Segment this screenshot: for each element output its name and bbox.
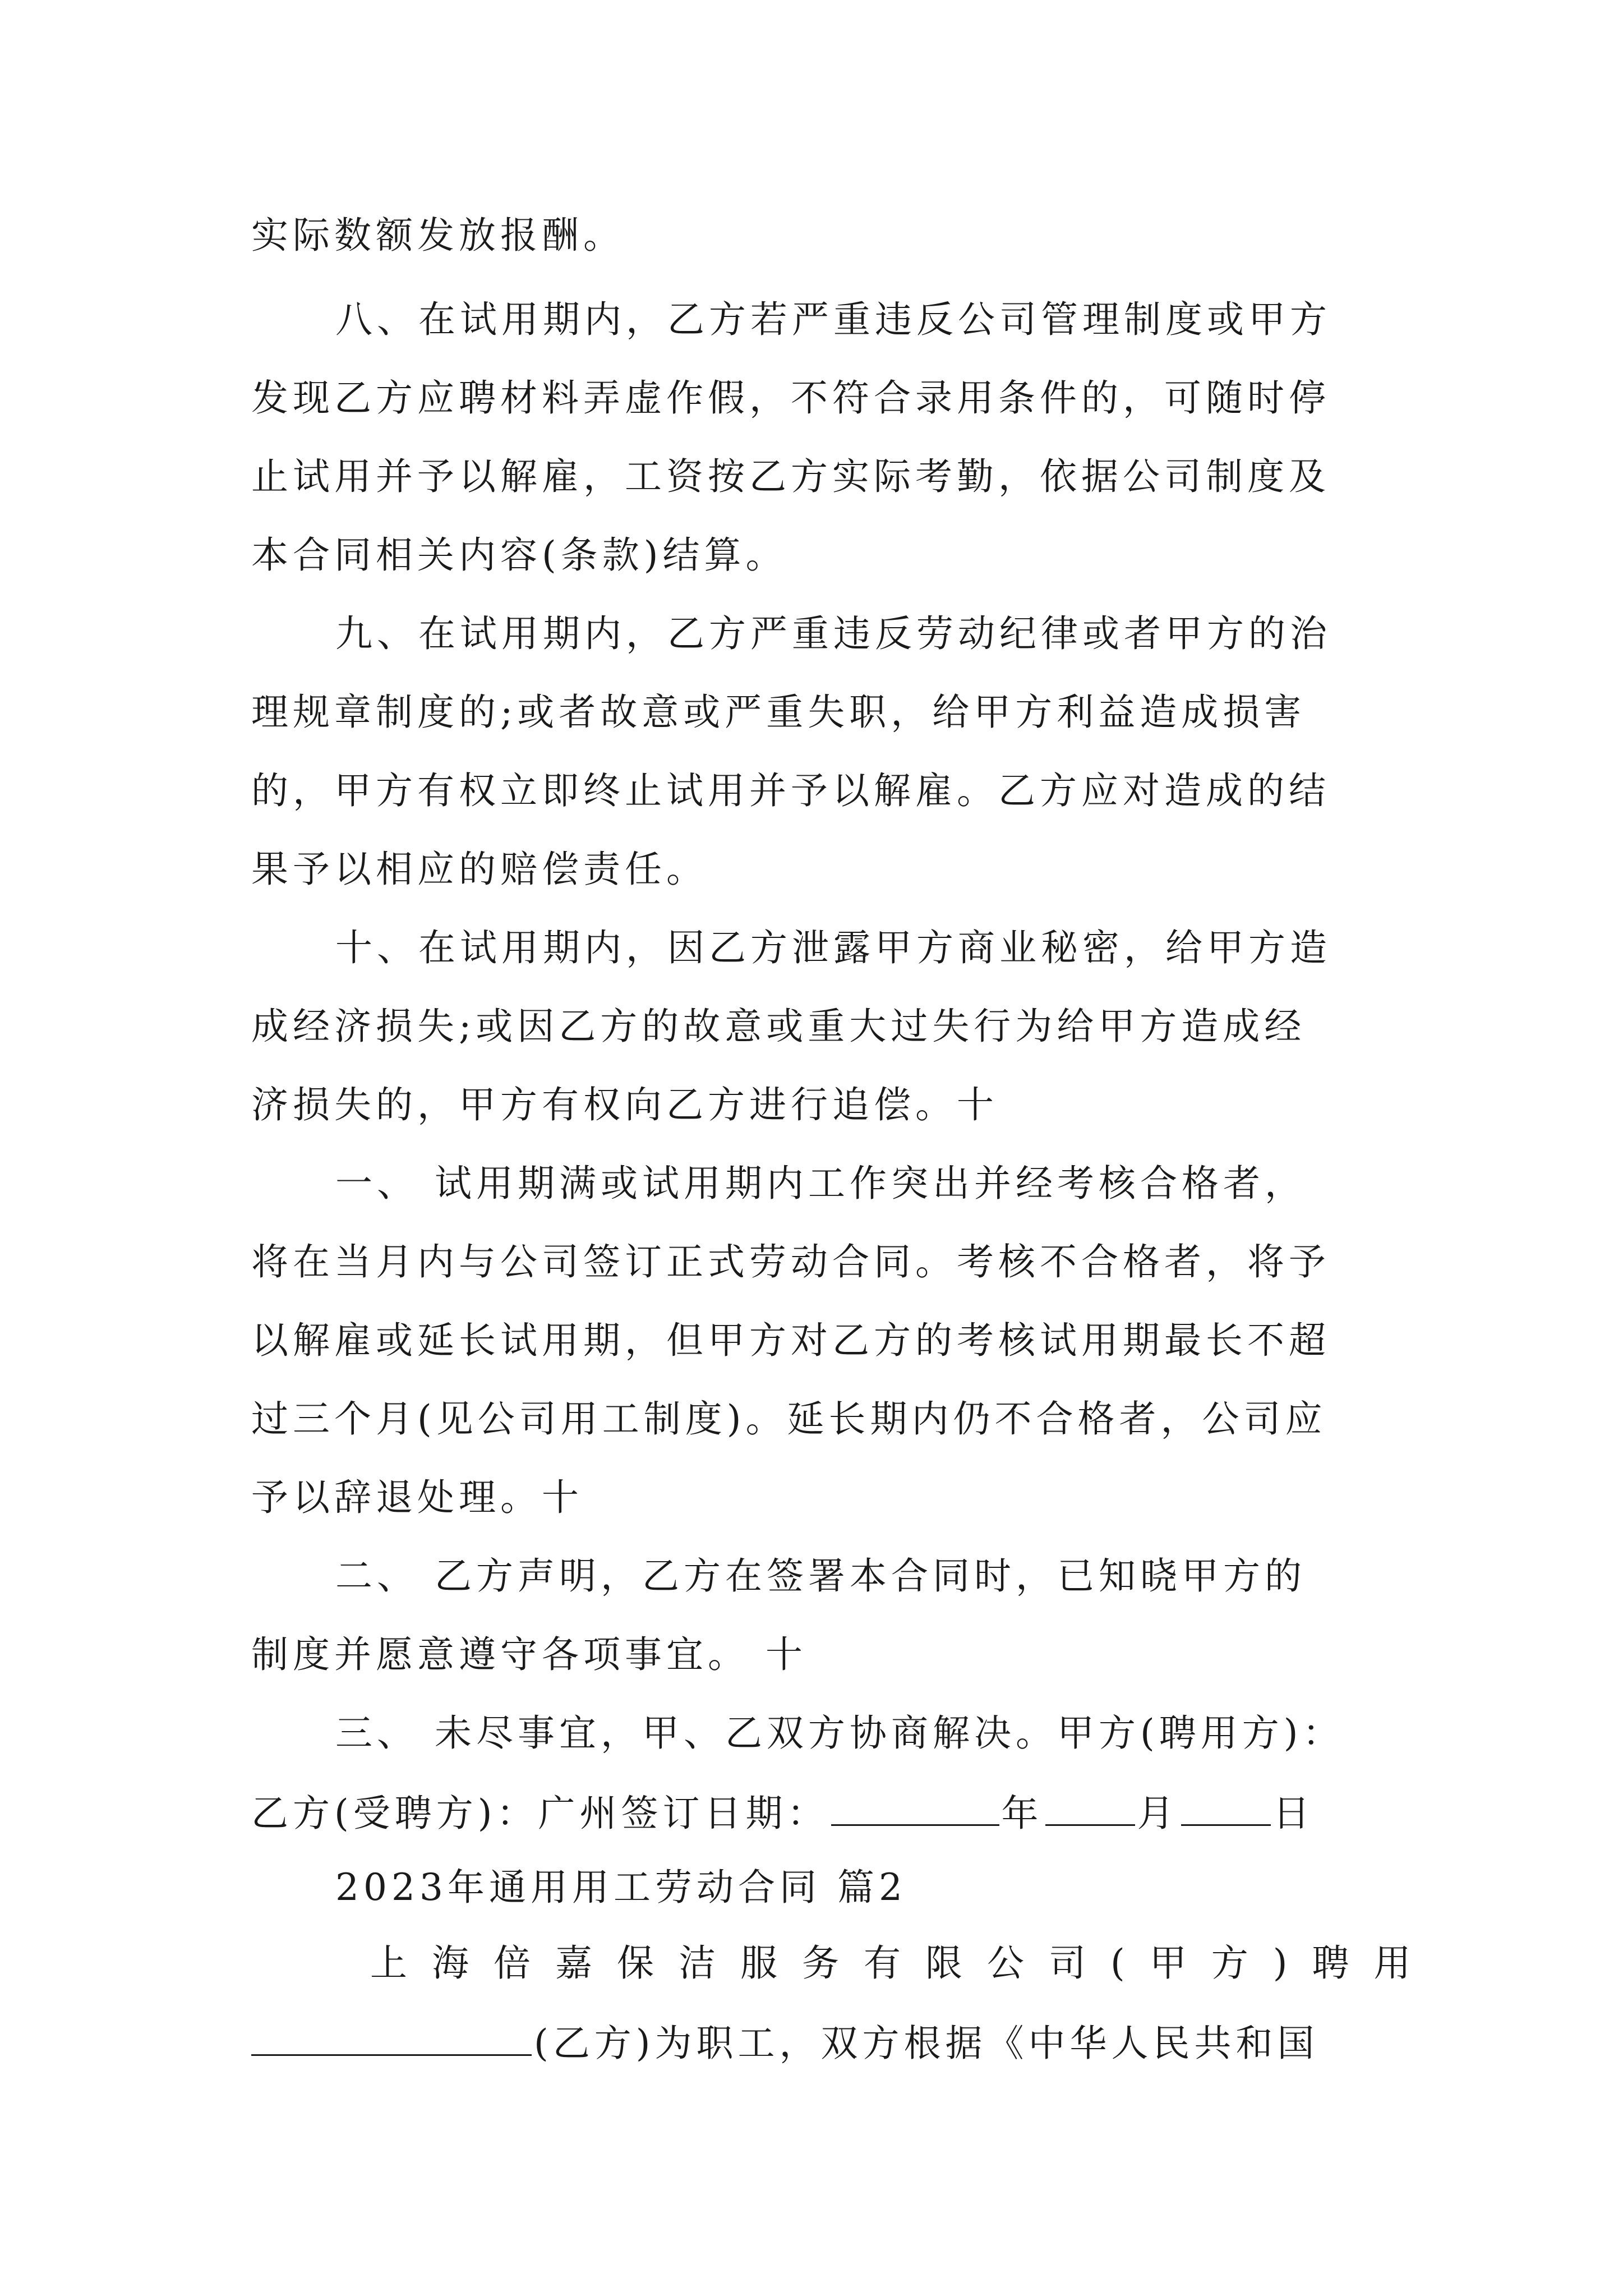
signature-date-line <box>251 1789 1315 1836</box>
signature-date-label: 乙方(受聘方)：广州签订日期： <box>251 1792 829 1835</box>
text-line: 将在当月内与公司签订正式劳动合同。考核不合格者，将予 <box>251 1240 1330 1283</box>
day-blank <box>1181 1789 1271 1826</box>
contract-party-line <box>251 2019 1319 2066</box>
text-line: 三、 未尽事宜，甲、乙双方协商解决。甲方(聘用方)： <box>335 1711 1344 1755</box>
text-line: 过三个月(见公司用工制度)。延长期内仍不合格者，公司应 <box>251 1397 1327 1441</box>
text-line: 九、在试用期内，乙方严重违反劳动纪律或者甲方的治 <box>335 612 1331 655</box>
employee-name-blank <box>251 2019 532 2056</box>
year-blank <box>831 1789 999 1826</box>
text-line: 以解雇或延长试用期，但甲方对乙方的考核试用期最长不超 <box>251 1319 1330 1362</box>
text-line: 十、在试用期内，因乙方泄露甲方商业秘密，给甲方造 <box>335 926 1331 969</box>
text-line: 止试用并予以解雇，工资按乙方实际考勤，依据公司制度及 <box>251 455 1330 498</box>
text-line: 予以辞退处理。十 <box>251 1476 583 1519</box>
text-line: 济损失的，甲方有权向乙方进行追偿。十 <box>251 1083 998 1126</box>
text-line: 发现乙方应聘材料弄虚作假，不符合录用条件的，可随时停 <box>251 376 1330 420</box>
text-line: 理规章制度的;或者故意或严重失职，给甲方利益造成损害 <box>251 691 1306 734</box>
text-line: 成经济损失;或因乙方的故意或重大过失行为给甲方造成经 <box>251 1005 1306 1048</box>
section-title: 2023年通用用工劳动合同 篇2 <box>335 1866 907 1909</box>
month-blank <box>1045 1789 1135 1826</box>
month-label: 月 <box>1137 1792 1179 1835</box>
text-line: 的，甲方有权立即终止试用并予以解雇。乙方应对造成的结 <box>251 769 1330 812</box>
text-line: 上海倍嘉保洁服务有限公司(甲方)聘用 <box>370 1941 1436 1985</box>
text-line: 二、 乙方声明，乙方在签署本合同时，已知晓甲方的 <box>335 1554 1306 1598</box>
contract-party-text: (乙方)为职工，双方根据《中华人民共和国 <box>534 2022 1319 2065</box>
day-label: 日 <box>1272 1792 1315 1835</box>
text-line: 本合同相关内容(条款)结算。 <box>251 533 787 577</box>
year-label: 年 <box>1001 1792 1043 1835</box>
text-line: 八、在试用期内，乙方若严重违反公司管理制度或甲方 <box>335 298 1331 341</box>
text-line: 一、 试用期满或试用期内工作突出并经考核合格者， <box>335 1162 1306 1205</box>
text-line: 果予以相应的赔偿责任。 <box>251 848 708 891</box>
text-line: 实际数额发放报酬。 <box>251 214 625 257</box>
text-line: 制度并愿意遵守各项事宜。 十 <box>251 1633 807 1676</box>
